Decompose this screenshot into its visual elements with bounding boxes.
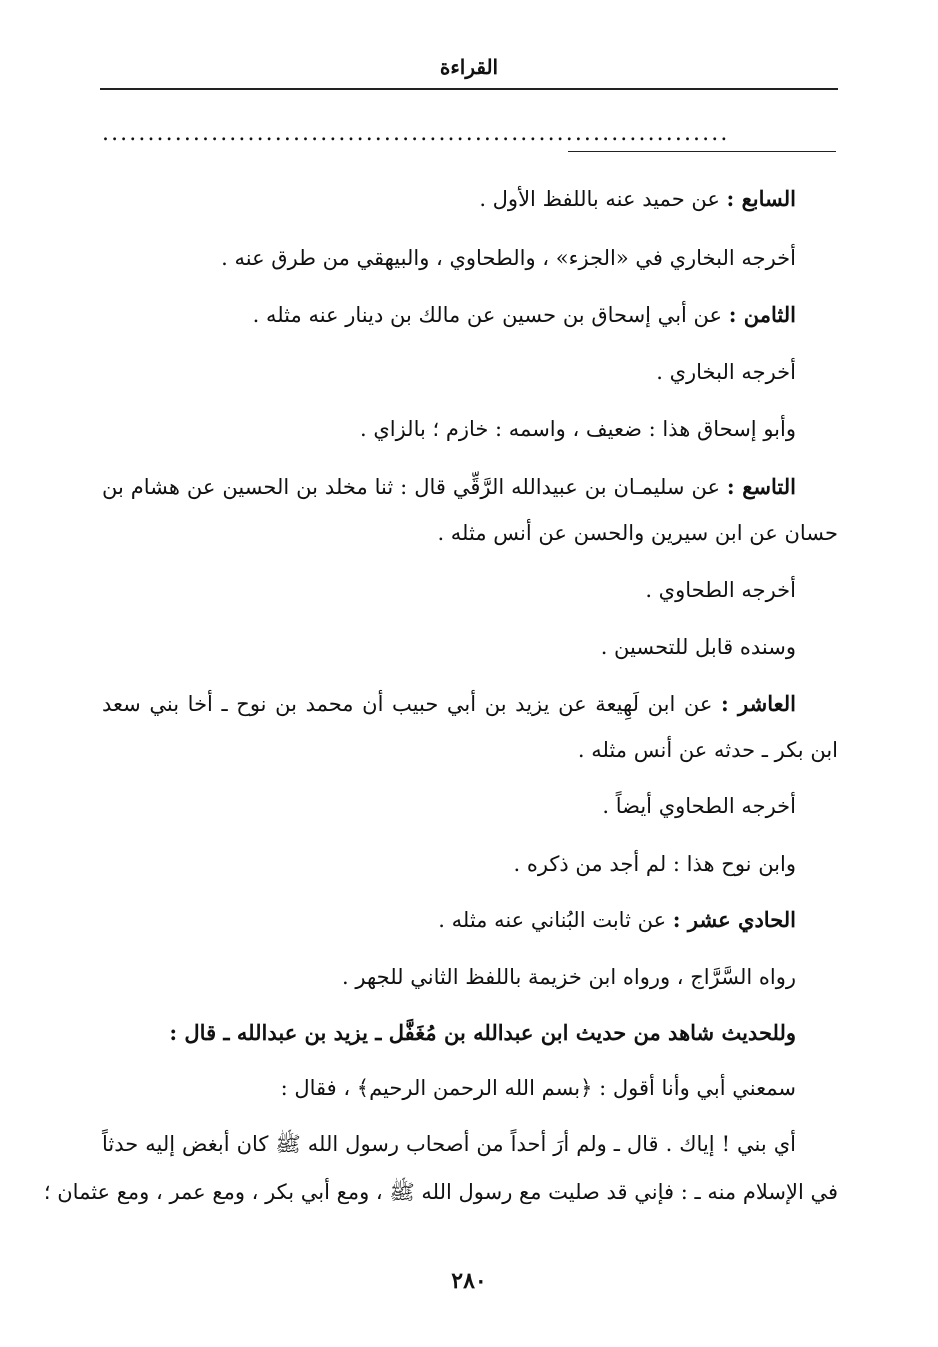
line-text: عن ابن لَهِيعة عن يزيد بن أبي حبيب أن محمد بن نوح ـ أخا بني سعد bbox=[102, 692, 722, 716]
text-line bbox=[221, 243, 796, 273]
text-line bbox=[360, 414, 796, 444]
line-text: ابن بكر ـ حدثه عن أنس مثله . bbox=[577, 738, 838, 762]
line-text: حسان عن ابن سيرين والحسن عن أنس مثله . bbox=[437, 521, 838, 545]
footnote-rule bbox=[568, 151, 836, 152]
dotted-separator: ..................................................................... bbox=[102, 124, 730, 144]
line-text: وابن نوح هذا : لم أجد من ذكره . bbox=[513, 852, 796, 876]
line-text: وسنده قابل للتحسين . bbox=[600, 635, 796, 659]
text-line bbox=[342, 962, 796, 992]
text-line bbox=[479, 184, 796, 214]
text-line bbox=[513, 849, 796, 879]
line-text: أخرجه الطحاوي أيضاً . bbox=[602, 794, 796, 818]
text-line bbox=[102, 689, 796, 719]
line-text: أي بني ! إياك . قال ـ ولم أرَ أحداً من أصحاب رسول الله ﷺ كان أبغض إليه حدثاً bbox=[102, 1132, 796, 1156]
text-line bbox=[102, 1129, 796, 1159]
page-number: ٢٨٠ bbox=[451, 1268, 487, 1294]
text-line bbox=[43, 1177, 838, 1207]
header-rule bbox=[100, 88, 838, 90]
text-line bbox=[169, 1018, 796, 1048]
line-lead: الثامن : bbox=[728, 302, 796, 327]
line-lead: العاشر : bbox=[721, 691, 796, 716]
text-line bbox=[281, 1073, 796, 1103]
line-text: وأبو إسحاق هذا : ضعيف ، واسمه : خازم ؛ بالزاي . bbox=[359, 417, 796, 441]
line-text: أخرجه البخاري في «الجزء» ، والطحاوي ، والبيهقي من طرق عنه . bbox=[221, 246, 796, 270]
text-line bbox=[578, 735, 838, 765]
line-lead: وللحديث شاهد من حديث ابن عبدالله بن مُغَفَّل ـ يزيد بن عبدالله ـ قال : bbox=[169, 1020, 796, 1045]
text-line bbox=[656, 357, 796, 387]
line-text: أخرجه البخاري . bbox=[656, 360, 796, 384]
line-text: أخرجه الطحاوي . bbox=[645, 578, 796, 602]
text-line bbox=[102, 472, 796, 502]
text-line bbox=[602, 791, 796, 821]
line-lead: السابع : bbox=[726, 186, 796, 211]
line-lead: التاسع : bbox=[726, 474, 796, 499]
text-line bbox=[437, 518, 838, 548]
line-text: في الإسلام منه ـ : فإني قد صليت مع رسول الله ﷺ ، ومع أبي بكر ، ومع عمر ، ومع عثمان ؛ bbox=[43, 1180, 838, 1204]
line-text: سمعني أبي وأنا أقول : ﴿بسم الله الرحمن الرحيم﴾ ، فقال : bbox=[280, 1076, 796, 1100]
line-text: عن سليمـان بن عبيدالله الرَّقِّي قال : ثنا مخلد بن الحسين عن هشام بن bbox=[102, 475, 727, 499]
text-line bbox=[601, 632, 796, 662]
line-text: عن ثابت البُناني عنه مثله . bbox=[438, 908, 673, 932]
line-lead: الحادي عشر : bbox=[672, 907, 796, 932]
text-line bbox=[645, 575, 796, 605]
text-line bbox=[253, 300, 796, 330]
running-header-title: القراءة bbox=[439, 55, 499, 79]
line-text: عن أبي إسحاق بن حسين عن مالك بن دينار عنه مثله . bbox=[252, 303, 729, 327]
line-text: عن حميد عنه باللفظ الأول . bbox=[479, 187, 727, 211]
text-line bbox=[438, 905, 796, 935]
line-text: رواه السَّرَّاج ، ورواه ابن خزيمة باللفظ الثاني للجهر . bbox=[342, 965, 796, 989]
